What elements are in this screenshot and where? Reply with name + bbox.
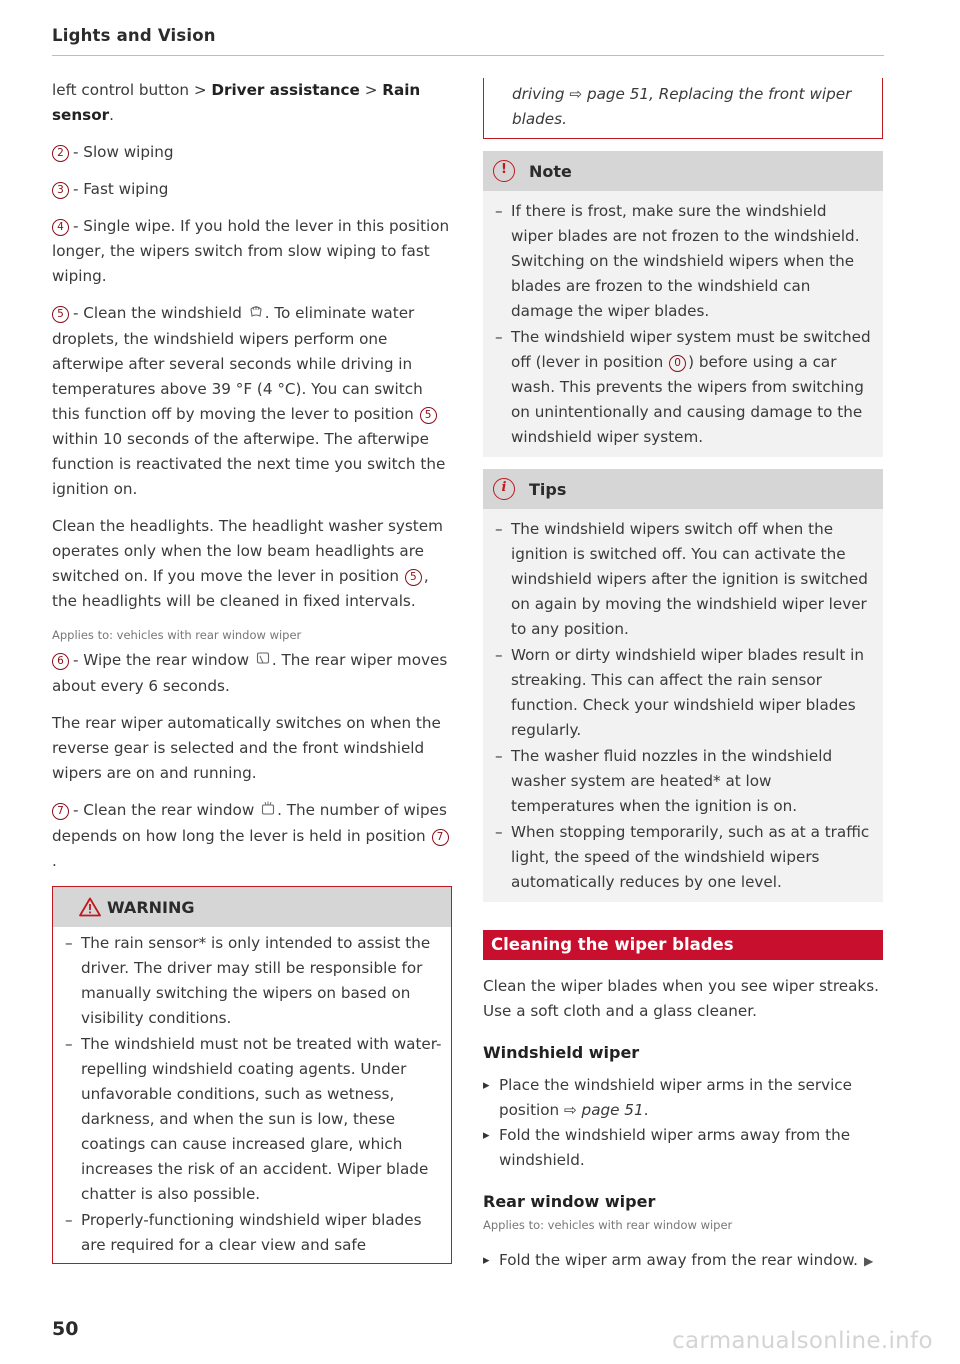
applies-note: Applies to: vehicles with rear window wiper: [483, 1218, 733, 1232]
rain-sensor-label: Rain sensor: [52, 81, 421, 124]
note-item: [483, 325, 873, 450]
position-5-ref: 5: [420, 407, 437, 424]
info-icon: i: [493, 478, 515, 500]
note-list: [483, 191, 883, 457]
position-0-ref: 0: [669, 355, 686, 372]
intro-text: left control button >: [52, 81, 207, 99]
intro-end: .: [109, 106, 114, 124]
note-text: ) before using a car wash. This prevents the wipers from switching on unintentionally and causing damage to the windshield wiper system.: [511, 353, 864, 446]
note-header: [483, 151, 883, 191]
windshield-wiper-heading: Windshield wiper: [483, 1043, 640, 1062]
rear-washer-icon: [261, 799, 275, 824]
section-title: Lights and Vision: [52, 26, 216, 45]
continuation-end: .: [562, 110, 567, 128]
step-end: .: [643, 1101, 649, 1119]
item-clean-rear: [52, 798, 452, 874]
position-4-marker: 4: [52, 219, 69, 236]
warning-list: [53, 927, 451, 1263]
windshield-washer-icon: [249, 302, 263, 327]
position-5-ref: 5: [405, 569, 422, 586]
section-intro: Clean the wiper blades when you see wiper streaks. Use a soft cloth and a glass cleaner.: [483, 977, 879, 1020]
position-2-marker: 2: [52, 145, 69, 162]
exclamation-icon: !: [493, 160, 515, 182]
position-7-marker: 7: [52, 803, 69, 820]
item-rear-wipe: [52, 648, 452, 699]
position-5-marker: 5: [52, 306, 69, 323]
rear-auto-paragraph: The rear wiper automatically switches on when the reverse gear is selected and the front windshield wipers are on and running.: [52, 714, 441, 782]
tip-item: – When stopping temporarily, such as at a traffic light, the speed of the windshield wipers automatically reduces by one level.: [483, 820, 873, 895]
item-text: . The rear wiper moves about every 6 seconds.: [52, 651, 448, 695]
note-title: Note: [529, 161, 572, 181]
item-text: . The number of wipes depends on how long the lever is held in position: [52, 801, 447, 845]
item-text: - Wipe the rear window: [73, 651, 250, 669]
step-fold-arms: ▸ Fold the windshield wiper arms away from the windshield.: [483, 1123, 883, 1173]
step-fold-rear-arm: [483, 1248, 883, 1274]
warning-title: WARNING: [107, 897, 195, 917]
headlight-paragraph: [52, 514, 452, 614]
item-text: - Slow wiping: [73, 143, 174, 161]
item-fast-wiping: [52, 177, 452, 202]
tip-item: – The washer fluid nozzles in the windshield washer system are heated* at low temperatures when the ignition is on.: [483, 744, 873, 819]
section-heading-cleaning: Cleaning the wiper blades: [483, 930, 883, 960]
watermark: carmanualsonline.info: [672, 1328, 933, 1354]
warning-box: [52, 886, 452, 1264]
continue-arrow-icon: ▶: [864, 1254, 874, 1268]
rear-wiper-icon: [256, 649, 270, 674]
page-header: [52, 26, 884, 56]
page-number: 50: [52, 1318, 79, 1340]
warning-triangle-icon: [79, 897, 101, 917]
right-column: [483, 78, 883, 1274]
tip-item: – Worn or dirty windshield wiper blades result in streaking. This can affect the rain sensor function. Check your windshield wiper blades regularly.: [483, 643, 873, 743]
position-7-ref: 7: [432, 829, 449, 846]
step-text: Place the windshield wiper arms in the service position: [499, 1076, 852, 1119]
paragraph-text: Clean the headlights. The headlight washer system operates only when the low beam headlights are switched on. If you move the lever in position: [52, 517, 443, 585]
item-single-wipe: [52, 214, 452, 289]
tips-list: [483, 509, 883, 902]
step-service-position: [483, 1073, 883, 1123]
item-clean-windshield: [52, 301, 452, 502]
note-item: – If there is frost, make sure the windshield wiper blades are not frozen to the windshield. Switching on the windshield wipers when the blades are frozen to the windshield can damage the wiper blades.: [483, 199, 873, 324]
item-text: - Clean the rear window: [73, 801, 255, 819]
item-text: . To eliminate water droplets, the windshield wipers perform one afterwipe after several seconds while driving in temperatures above 39 °F (4 °C). You can switch this function off by moving the lever to position: [52, 304, 423, 423]
position-3-marker: 3: [52, 182, 69, 199]
tips-header: [483, 469, 883, 509]
continuation-lead: driving: [512, 85, 565, 103]
page-51-link[interactable]: ⇨ page 51: [564, 1101, 644, 1119]
position-6-marker: 6: [52, 653, 69, 670]
tip-item: – The windshield wipers switch off when the ignition is switched off. You can activate the windshield wipers after the ignition is switched on again by moving the windshield wiper lever to any position.: [483, 517, 873, 642]
intro-paragraph: [52, 78, 452, 128]
rear-window-wiper-heading: Rear window wiper: [483, 1192, 656, 1211]
continuation-text: [512, 82, 872, 132]
item-text: - Clean the windshield: [73, 304, 242, 322]
step-text: Fold the wiper arm away from the rear window.: [499, 1251, 858, 1269]
paragraph-text: , the headlights will be cleaned in fixed intervals.: [52, 567, 429, 610]
tips-title: Tips: [529, 479, 567, 499]
warning-item: – The windshield must not be treated with water-repelling windshield coating agents. Under unfavorable conditions, such as wetness, darkness, and when the sun is low, these coatings can cause increased glare, which increases the risk of an accident. Wiper blade chatter is also possible.: [53, 1032, 445, 1207]
left-column: [52, 78, 452, 1264]
item-text: within 10 seconds of the afterwipe. The afterwipe function is reactivated the next time you switch the ignition on.: [52, 430, 446, 498]
note-box: [483, 151, 883, 457]
warning-item: – The rain sensor* is only intended to assist the driver. The driver may still be responsible for manually switching the wipers on based on visibility conditions.: [53, 931, 445, 1031]
item-text: - Fast wiping: [73, 180, 169, 198]
warning-item: – Properly-functioning windshield wiper blades are required for a clear view and safe: [53, 1208, 445, 1258]
tips-box: [483, 469, 883, 902]
warning-header: [53, 887, 451, 927]
item-end: .: [52, 852, 57, 870]
applies-note: Applies to: vehicles with rear window wiper: [52, 628, 302, 642]
note-text: The windshield wiper system must be switched off (lever in position: [511, 328, 871, 371]
driver-assistance-label: Driver assistance: [211, 81, 360, 99]
warning-continuation-box: [483, 78, 883, 139]
item-slow-wiping: [52, 140, 452, 165]
page-51-link[interactable]: ⇨ page 51, Replacing the front wiper blades: [512, 85, 852, 128]
intro-separator: >: [364, 81, 378, 99]
item-text: - Single wipe. If you hold the lever in this position longer, the wipers switch from slow wiping to fast wiping.: [52, 217, 450, 285]
